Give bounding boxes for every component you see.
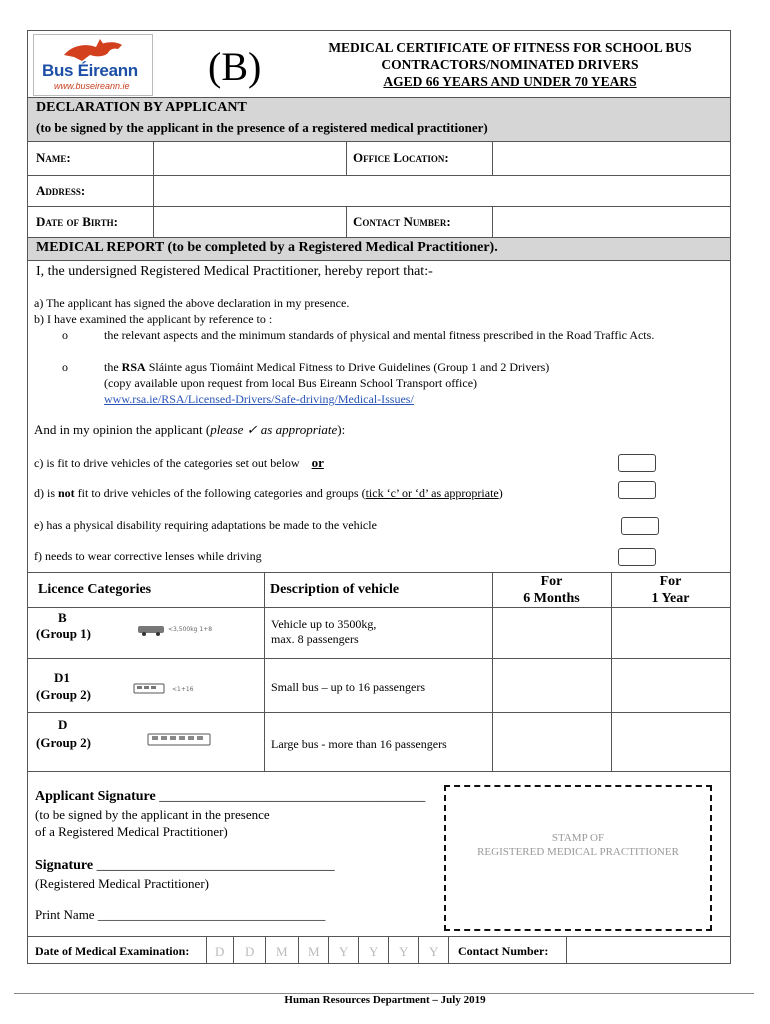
row-d-description: Large bus - more than 16 passengers [271,737,447,751]
applicant-note-2: of a Registered Medical Practitioner) [35,824,228,839]
form-title-line1: MEDICAL CERTIFICATE OF FITNESS FOR SCHOOL BUS [328,40,692,55]
item-c-or: or [311,455,324,470]
page-footer: Human Resources Department – July 2019 [284,994,486,1006]
minibus-icon [132,681,216,697]
row-b-6-months-cell[interactable] [493,608,610,658]
checkbox-f[interactable] [618,548,656,566]
col-6-months-l2: 6 Months [523,591,580,606]
row-b-description [271,617,376,647]
certificate-form [27,30,731,964]
car-icon [136,621,216,637]
item-d-mid: fit to drive vehicles of the following categories and groups ( [74,486,366,500]
contact-number-label: Contact Number: [353,214,451,229]
date-month-1[interactable]: M [276,944,288,959]
row-d1-1-year-cell[interactable] [612,659,729,712]
row-d-1-year-cell[interactable] [612,713,729,771]
stamp-text-l2: REGISTERED MEDICAL PRACTITIONER [477,846,679,858]
applicant-signature-label: Applicant Signature [35,789,156,804]
report-item-b: b) I have examined the applicant by reference to : [34,312,273,326]
report-sub-2-post: Sláinte agus Tiomáint Medical Fitness to Drive Guidelines (Group 1 and 2 Drivers) [145,360,550,374]
date-exam-label: Date of Medical Examination: [35,944,190,958]
report-item-d [34,486,503,501]
print-name[interactable] [35,907,325,923]
date-day-1[interactable]: D [215,944,225,959]
date-year-4[interactable]: Y [429,944,439,959]
date-year-2[interactable]: Y [369,944,379,959]
checkbox-d[interactable] [618,481,656,499]
col-1-year [611,573,730,607]
report-item-c [34,455,324,471]
item-d-underlined: tick ‘c’ or ‘d’ as appropriate [365,486,499,500]
contact-number-field[interactable] [494,207,730,237]
name-field[interactable] [155,142,345,175]
item-d-not: not [58,486,75,500]
report-item-f: f) needs to wear corrective lenses while driving [34,549,262,563]
office-location-label: Office Location: [353,150,449,165]
row-d1-description: Small bus – up to 16 passengers [271,680,425,694]
print-name-line: ___________________________________ [97,907,326,922]
item-d-pre: d) is [34,486,58,500]
row-b-group: (Group 1) [36,626,92,641]
row-b-1-year-cell[interactable] [612,608,729,658]
form-letter: (B) [208,44,262,89]
coach-icon [146,732,216,748]
row-d-group: (Group 2) [36,735,92,750]
row-b-desc-l1: Vehicle up to 3500kg, [271,617,377,631]
stamp-box [444,785,712,931]
report-sub-2 [104,360,549,375]
opinion-post: ): [337,422,346,437]
checkbox-c[interactable] [618,454,656,472]
date-month-2[interactable]: M [308,944,320,959]
item-c-text: c) is fit to drive vehicles of the categories set out below [34,456,300,470]
col-1-year-l1: For [659,574,682,589]
checkbox-e[interactable] [621,517,659,535]
col-description: Description of vehicle [270,582,400,597]
footer-contact-label: Contact Number: [458,944,549,958]
report-sub-1: the relevant aspects and the minimum standards of physical and mental fitness prescribed in the Road Traffic Acts. [104,328,655,342]
minibus-icon-label: <1+16 [172,686,194,693]
applicant-note-1: (to be signed by the applicant in the presence [35,807,270,822]
bullet-1: o [62,328,68,342]
row-b-desc-l2: max. 8 passengers [271,632,359,646]
stamp-text-l1: STAMP OF [551,832,605,844]
col-6-months-l1: For [540,574,563,589]
medical-report-heading: MEDICAL REPORT (to be completed by a Registered Medical Practitioner). [36,240,498,255]
report-item-e: e) has a physical disability requiring adaptations be made to the vehicle [34,518,377,532]
item-d-post: ) [498,486,503,500]
form-title-line3: AGED 66 YEARS AND UNDER 70 YEARS [383,74,637,89]
address-field[interactable] [155,176,730,206]
rsa-bold: RSA [121,360,146,374]
declaration-heading: DECLARATION BY APPLICANT [36,100,247,115]
col-6-months [492,573,611,607]
address-label: Address: [36,183,86,198]
opinion-italic: please ✓ as appropriate [210,422,338,437]
name-label: Name: [36,150,71,165]
rsa-link[interactable]: www.rsa.ie/RSA/Licensed-Drivers/Safe-driving/Medical-Issues/ [104,392,414,406]
form-title-line2: CONTRACTORS/NOMINATED DRIVERS [381,57,639,72]
report-intro: I, the undersigned Registered Medical Practitioner, hereby report that:- [36,264,433,279]
applicant-signature[interactable] [35,789,425,805]
office-location-field[interactable] [494,142,730,175]
row-d1-group: (Group 2) [36,687,92,702]
form-title [290,39,730,90]
practitioner-signature-line: __________________________________ [96,858,335,873]
practitioner-note: (Registered Medical Practitioner) [35,876,209,891]
col-1-year-l2: 1 Year [651,591,690,606]
logo-url: www.buseireann.ie [54,81,130,91]
bus-eireann-logo [33,34,153,96]
practitioner-signature[interactable] [35,858,335,874]
stamp-text [446,831,710,859]
car-icon-label: <3,500kg 1+8 [168,626,213,633]
opinion-text [34,422,345,438]
report-sub-2-line2: (copy available upon request from local Bus Eireann School Transport office) [104,376,478,390]
col-licence-categories: Licence Categories [38,582,152,597]
row-d1-category: D1 [54,670,70,685]
row-d-category: D [58,717,68,732]
row-b-category: B [58,610,67,625]
dob-field[interactable] [155,207,345,237]
declaration-subheading: (to be signed by the applicant in the presence of a registered medical practitioner) [36,120,488,135]
footer-contact-field[interactable] [567,937,730,963]
row-d-6-months-cell[interactable] [493,713,610,771]
bullet-2: o [62,360,68,374]
row-d1-6-months-cell[interactable] [493,659,610,712]
date-day-2[interactable]: D [245,944,255,959]
date-year-1[interactable]: Y [339,944,349,959]
opinion-pre: And in my opinion the applicant ( [34,422,211,437]
report-sub-2-pre: the [104,360,122,374]
date-year-3[interactable]: Y [399,944,409,959]
dob-label: Date of Birth: [36,214,118,229]
print-name-label: Print Name [35,907,95,922]
logo-text: Bus Éireann [42,61,138,80]
practitioner-signature-label: Signature [35,858,94,873]
applicant-signature-line: ______________________________________ [159,789,426,804]
report-item-a: a) The applicant has signed the above declaration in my presence. [34,296,350,310]
